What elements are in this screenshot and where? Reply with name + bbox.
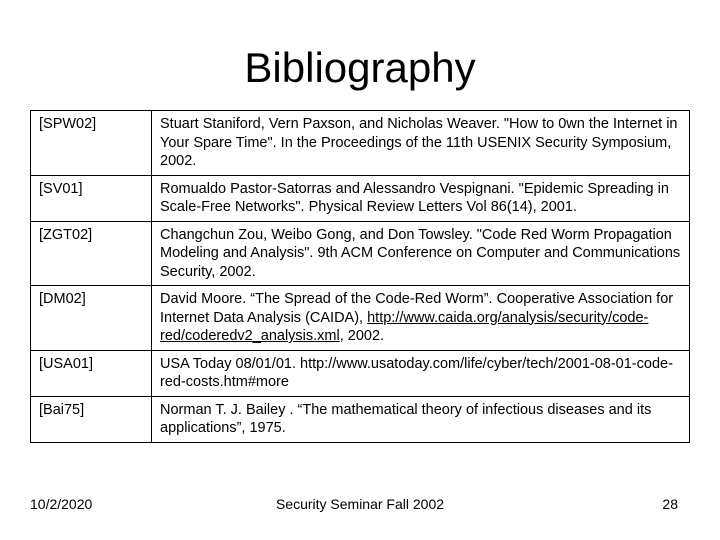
table-row (31, 111, 690, 176)
table-row (31, 286, 690, 351)
bibliography-table (30, 110, 690, 443)
reference-key: [DM02] (31, 286, 152, 351)
reference-text-after: , 2002. (339, 328, 385, 344)
reference-key: [SV01] (31, 175, 152, 221)
reference-text: David Moore. “The Spread of the Code-Red Worm”. Cooperative Association for Internet Data Analysis (CAIDA), (160, 291, 674, 326)
table-row (31, 396, 690, 442)
reference-key: [USA01] (31, 350, 152, 396)
reference-text: Changchun Zou, Weibo Gong, and Don Towsley. "Code Red Worm Propagation Modeling and Analysis". 9th ACM Conference on Computer and Communications Security, 2002. (152, 221, 690, 286)
reference-text: Romualdo Pastor-Satorras and Alessandro Vespignani. "Epidemic Spreading in Scale-Free Networks". Physical Review Letters Vol 86(14), 2001. (152, 175, 690, 221)
table-row (31, 175, 690, 221)
reference-text-with-link (152, 286, 690, 351)
table-row (31, 221, 690, 286)
footer-title: Security Seminar Fall 2002 (275, 496, 445, 512)
reference-key: [SPW02] (31, 111, 152, 176)
table-row (31, 350, 690, 396)
caida-link[interactable]: http://www.caida.org/analysis/security/code-red/coderedv2_analysis.xml (160, 309, 649, 344)
page-number: 28 (662, 496, 678, 512)
footer-date: 10/2/2020 (30, 496, 93, 512)
reference-key: [ZGT02] (31, 221, 152, 286)
reference-key: [Bai75] (31, 396, 152, 442)
reference-text: USA Today 08/01/01. http://www.usatoday.com/life/cyber/tech/2001-08-01-code-red-costs.htm#more (152, 350, 690, 396)
reference-text: Stuart Staniford, Vern Paxson, and Nicholas Weaver. "How to 0wn the Internet in Your Spare Time". In the Proceedings of the 11th USENIX Security Symposium, 2002. (152, 111, 690, 176)
slide-title: Bibliography (244, 44, 476, 91)
reference-text: Norman T. J. Bailey . “The mathematical theory of infectious diseases and its applications”, 1975. (152, 396, 690, 442)
